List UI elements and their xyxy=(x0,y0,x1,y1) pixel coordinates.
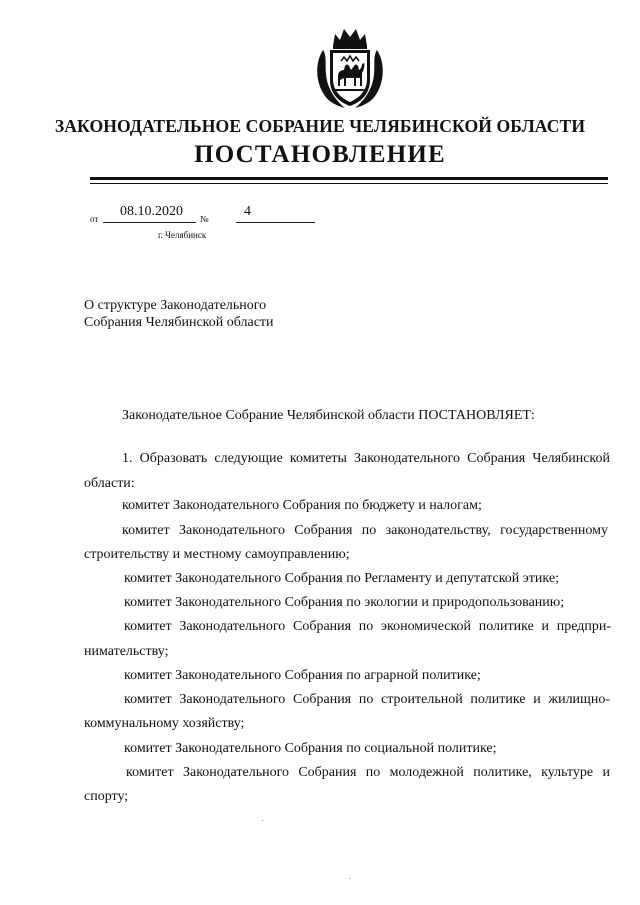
city-label: г. Челябинск xyxy=(158,230,207,240)
committee-regulations: комитет Законодательного Собрания по Регламенту и депутатской этике; xyxy=(124,571,559,586)
header-rule-thin xyxy=(90,183,608,184)
scan-speck xyxy=(262,820,263,821)
subject-line-2: Собрания Челябинской области xyxy=(84,315,274,330)
number-line xyxy=(236,222,315,223)
document-type-title: ПОСТАНОВЛЕНИЕ xyxy=(194,141,446,168)
committee-agriculture: комитет Законодательного Собрания по аграрной политике; xyxy=(124,668,481,683)
committee-legislation-line-1: комитет Законодательного Собрания по законодательству, государственному xyxy=(122,523,608,538)
number-label: № xyxy=(200,214,209,224)
preamble: Законодательное Собрание Челябинской области ПОСТАНОВЛЯЕТ: xyxy=(122,408,535,423)
scan-speck xyxy=(349,878,350,879)
committee-legislation-line-2: строительству и местному самоуправлению; xyxy=(84,547,350,562)
item-1-line-2: области: xyxy=(84,476,135,491)
document-date: 08.10.2020 xyxy=(120,204,183,219)
committee-construction-line-2: коммунальному хозяйству; xyxy=(84,716,245,731)
committee-economy-line-1: комитет Законодательного Собрания по экономической политике и предпри- xyxy=(124,619,611,634)
from-label: от xyxy=(90,214,99,224)
header-rule-thick xyxy=(90,177,608,180)
date-line xyxy=(103,222,196,223)
item-1-line-1: 1. Образовать следующие комитеты Законодательного Собрания Челябинской xyxy=(122,451,610,466)
committee-youth-line-2: спорту; xyxy=(84,789,129,804)
committee-economy-line-2: нимательству; xyxy=(84,644,169,659)
document-number: 4 xyxy=(244,204,251,219)
committee-budget: комитет Законодательного Собрания по бюджету и налогам; xyxy=(122,498,482,513)
committee-ecology: комитет Законодательного Собрания по экологии и природопользованию; xyxy=(124,595,565,610)
chelyabinsk-coat-of-arms xyxy=(311,20,389,112)
document-subject xyxy=(84,297,274,331)
organization-title: ЗАКОНОДАТЕЛЬНОЕ СОБРАНИЕ ЧЕЛЯБИНСКОЙ ОБЛАСТИ xyxy=(54,116,586,136)
subject-line-1: О структуре Законодательного xyxy=(84,298,267,313)
committee-construction-line-1: комитет Законодательного Собрания по строительной политике и жилищно- xyxy=(124,692,610,707)
crown-icon xyxy=(333,29,367,46)
committee-social: комитет Законодательного Собрания по социальной политике; xyxy=(124,741,497,756)
committee-youth-line-1: комитет Законодательного Собрания по молодежной политике, культуре и xyxy=(126,765,610,780)
